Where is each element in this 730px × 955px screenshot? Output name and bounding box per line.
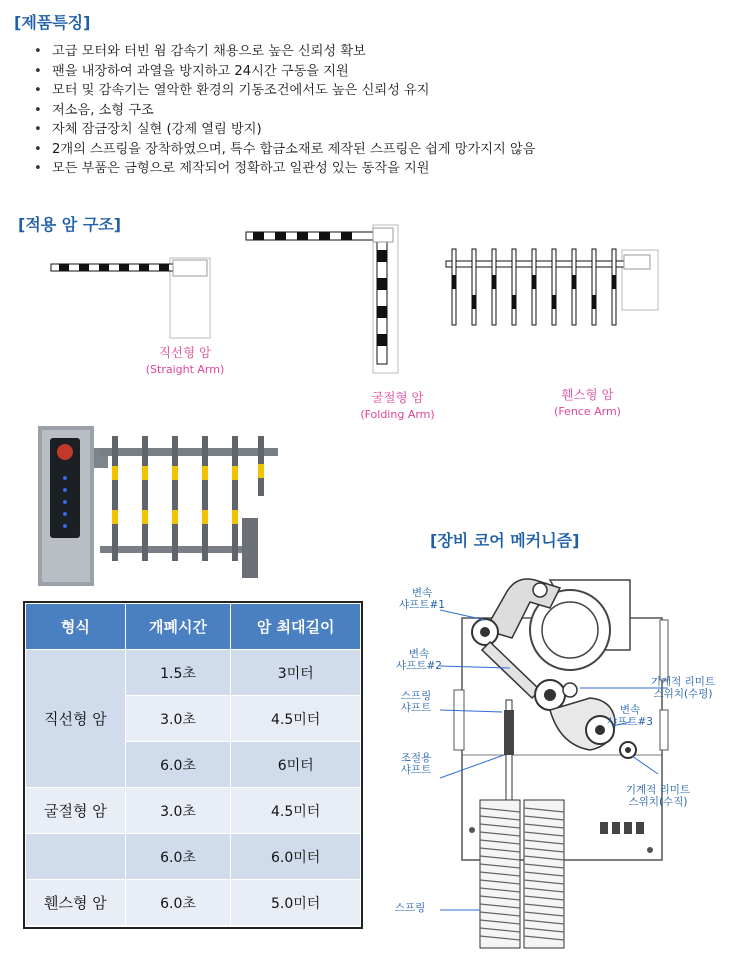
feature-item: • 자체 잠금장치 실현 (강제 열림 방지) xyxy=(22,120,722,140)
spec-type-cell: 직선형 암 xyxy=(26,650,126,788)
feature-item: • 고급 모터와 터빈 웜 감속기 채용으로 높은 신뢰성 확보 xyxy=(22,42,722,62)
feature-item: • 2개의 스프링을 장착하였으며, 특수 합금소재로 제작된 스프링은 쉽게 망가지지 않음 xyxy=(22,140,722,160)
spec-header-type: 형식 xyxy=(26,604,126,650)
label-shaft2: 변속 샤프트#2 xyxy=(396,648,442,672)
table-row xyxy=(26,880,361,926)
straight-arm-sub: (Straight Arm) xyxy=(145,363,225,376)
spec-table xyxy=(25,603,361,926)
spec-length-cell: 4.5미터 xyxy=(231,696,361,742)
spec-length-cell: 6.0미터 xyxy=(231,834,361,880)
folding-arm-label xyxy=(340,388,455,421)
label-spring-shaft: 스프링 샤프트 xyxy=(400,690,432,714)
spec-length-cell: 4.5미터 xyxy=(231,788,361,834)
label-shaft1: 변속 샤프트#1 xyxy=(399,587,445,611)
feature-item: • 저소음, 소형 구조 xyxy=(22,101,722,121)
table-row xyxy=(26,650,361,696)
label-limit-horizontal: 기계적 리미트 스위치(수평) xyxy=(650,676,716,700)
mechanism-diagram xyxy=(440,560,670,950)
arms-heading: [적용 암 구조] xyxy=(18,215,122,234)
spec-time-cell: 6.0초 xyxy=(125,742,231,788)
straight-arm-label xyxy=(130,343,240,376)
label-shaft3: 변속 샤프트#3 xyxy=(607,704,653,728)
spec-length-cell: 5.0미터 xyxy=(231,880,361,926)
spec-type-cell: 휀스형 암 xyxy=(26,880,126,926)
fence-arm-illustration xyxy=(442,245,662,330)
mechanism-heading: [장비 코어 메커니즘] xyxy=(430,531,580,550)
folding-arm-name: 굴절형 암 xyxy=(371,390,424,405)
spec-time-cell: 3.0초 xyxy=(125,788,231,834)
folding-arm-illustration xyxy=(243,220,408,380)
straight-arm-name: 직선형 암 xyxy=(158,345,212,360)
spec-time-cell: 6.0초 xyxy=(125,880,231,926)
label-adjust-shaft: 조절용 샤프트 xyxy=(400,752,432,776)
spec-length-cell: 6미터 xyxy=(231,742,361,788)
label-limit-vertical: 기계적 리미트 스위치(수직) xyxy=(625,784,691,808)
table-row xyxy=(26,834,361,880)
spec-type-cell: 굴절형 암 xyxy=(26,788,126,834)
table-row xyxy=(26,788,361,834)
fence-arm-name: 휀스형 암 xyxy=(561,387,614,402)
spec-type-cell xyxy=(26,834,126,880)
feature-item: • 모든 부품은 금형으로 제작되어 정확하고 일관성 있는 동작을 지원 xyxy=(22,159,722,179)
straight-arm-illustration xyxy=(45,250,215,345)
spec-length-cell: 3미터 xyxy=(231,650,361,696)
spec-header-time: 개폐시간 xyxy=(125,604,231,650)
spec-table-header-row xyxy=(26,604,361,650)
spec-time-cell: 6.0초 xyxy=(125,834,231,880)
spec-time-cell: 3.0초 xyxy=(125,696,231,742)
label-spring: 스프링 xyxy=(394,902,426,914)
spec-header-length: 암 최대길이 xyxy=(231,604,361,650)
fence-arm-sub: (Fence Arm) xyxy=(554,405,621,418)
feature-item: • 팬을 내장하여 과열을 방지하고 24시간 구동을 지원 xyxy=(22,62,722,82)
folding-arm-sub: (Folding Arm) xyxy=(360,408,435,421)
features-list xyxy=(22,42,722,179)
features-heading: [제품특징] xyxy=(14,13,91,32)
barrier-gate-photo xyxy=(30,418,280,588)
feature-item: • 모터 및 감속기는 열악한 환경의 기동조건에서도 높은 신뢰성 유지 xyxy=(22,81,722,101)
fence-arm-label xyxy=(530,385,645,418)
spec-time-cell: 1.5초 xyxy=(125,650,231,696)
